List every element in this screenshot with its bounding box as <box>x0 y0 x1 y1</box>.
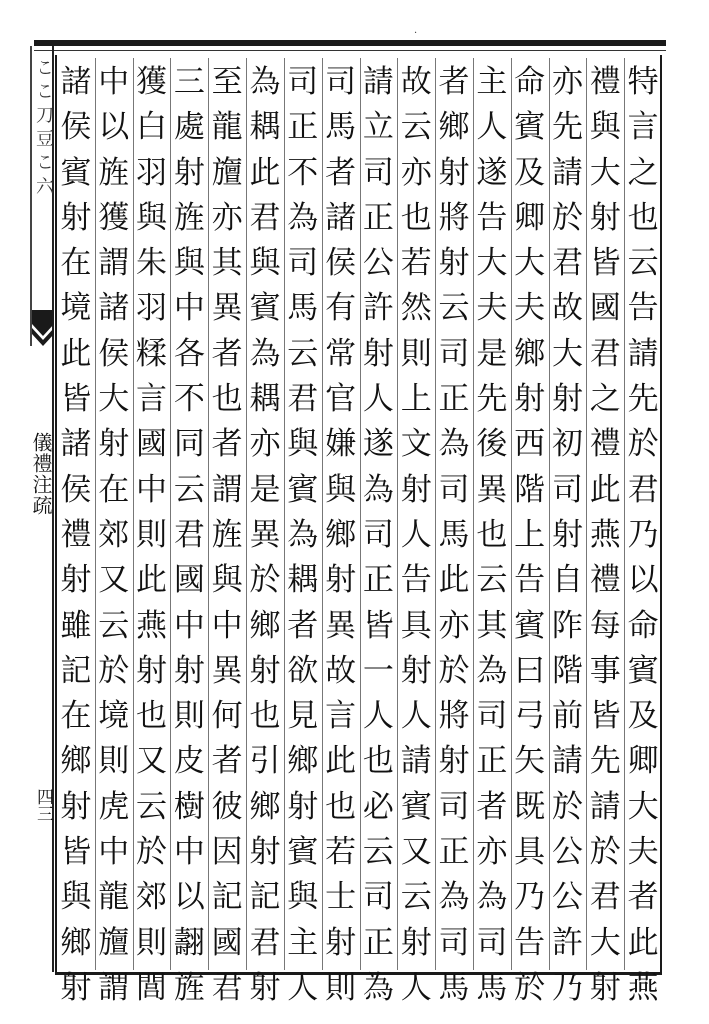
text-column: 禮 與 大 射 皆 國 君 之 禮 此 燕 禮 每 事 皆 先 請 於 君 大 射 <box>589 64 621 1006</box>
text-column: 中 以 旌 獲 謂 諸 侯 大 射 在 郊 又 云 於 境 則 虎 中 龍 旜 謂 <box>98 64 130 1006</box>
fishtail-mark-icon <box>32 310 54 350</box>
margin-book-title: 儀禮注疏 <box>29 432 53 516</box>
text-column: 司 正 不 為 司 馬 云 君 與 賓 為 耦 者 欲 見 鄉 射 賓 與 主 人 <box>287 64 319 1006</box>
text-column: 主 人 遂 告 大 夫 是 先 後 異 也 云 其 為 司 正 者 亦 為 司 馬 <box>476 64 508 1006</box>
text-column: 諸 侯 賓 射 在 境 此 皆 諸 侯 禮 射 雖 記 在 鄉 射 皆 與 鄉 射 <box>60 64 92 1006</box>
margin-page-number: 四三 <box>33 788 53 822</box>
text-column: 者 鄉 射 將 射 云 司 正 為 司 馬 此 亦 於 將 射 司 正 為 司 馬 <box>438 64 470 1006</box>
text-column: 獲 白 羽 與 朱 羽 糅 言 國 中 則 此 燕 射 也 又 云 於 郊 則 閭 <box>136 64 168 1006</box>
margin-top-fragment: こ こ 刀 豆 こ 六 <box>33 58 54 195</box>
text-column: 三 處 射 旌 與 中 各 不 同 云 君 國 中 射 則 皮 樹 中 以 翿 旌 <box>173 64 205 1006</box>
text-column: 亦 先 請 於 君 故 大 射 初 司 射 自 阼 階 前 請 於 公 公 許 乃 <box>551 64 583 1006</box>
text-column: 命 賓 及 卿 大 夫 鄉 射 西 階 上 告 賓 曰 弓 矢 既 具 乃 告 於 <box>514 64 546 1006</box>
text-column: 為 耦 此 君 與 賓 為 耦 亦 是 異 於 鄉 射 也 引 鄉 射 記 君 射 <box>249 64 281 1006</box>
text-column: 請 立 司 正 公 許 射 人 遂 為 司 正 皆 一 人 也 必 云 司 正 為 <box>362 64 394 1006</box>
text-column: 至 龍 旜 亦 其 異 者 也 者 謂 旌 與 中 異 何 者 彼 因 記 國 君 <box>211 64 243 1006</box>
ink-speck: · <box>414 28 418 39</box>
top-border-thick <box>34 40 666 46</box>
text-column: 司 馬 者 諸 侯 有 常 官 嫌 與 鄉 射 異 故 言 此 也 若 士 射 則 <box>325 64 357 1006</box>
top-border-thin <box>34 50 666 51</box>
text-column: 故 云 亦 也 若 然 則 上 文 射 人 告 具 射 人 請 賓 又 云 射 人 <box>400 64 432 1006</box>
text-column: 特 言 之 也 云 告 請 先 於 君 乃 以 命 賓 及 卿 大 夫 者 此 燕 <box>627 64 659 1006</box>
